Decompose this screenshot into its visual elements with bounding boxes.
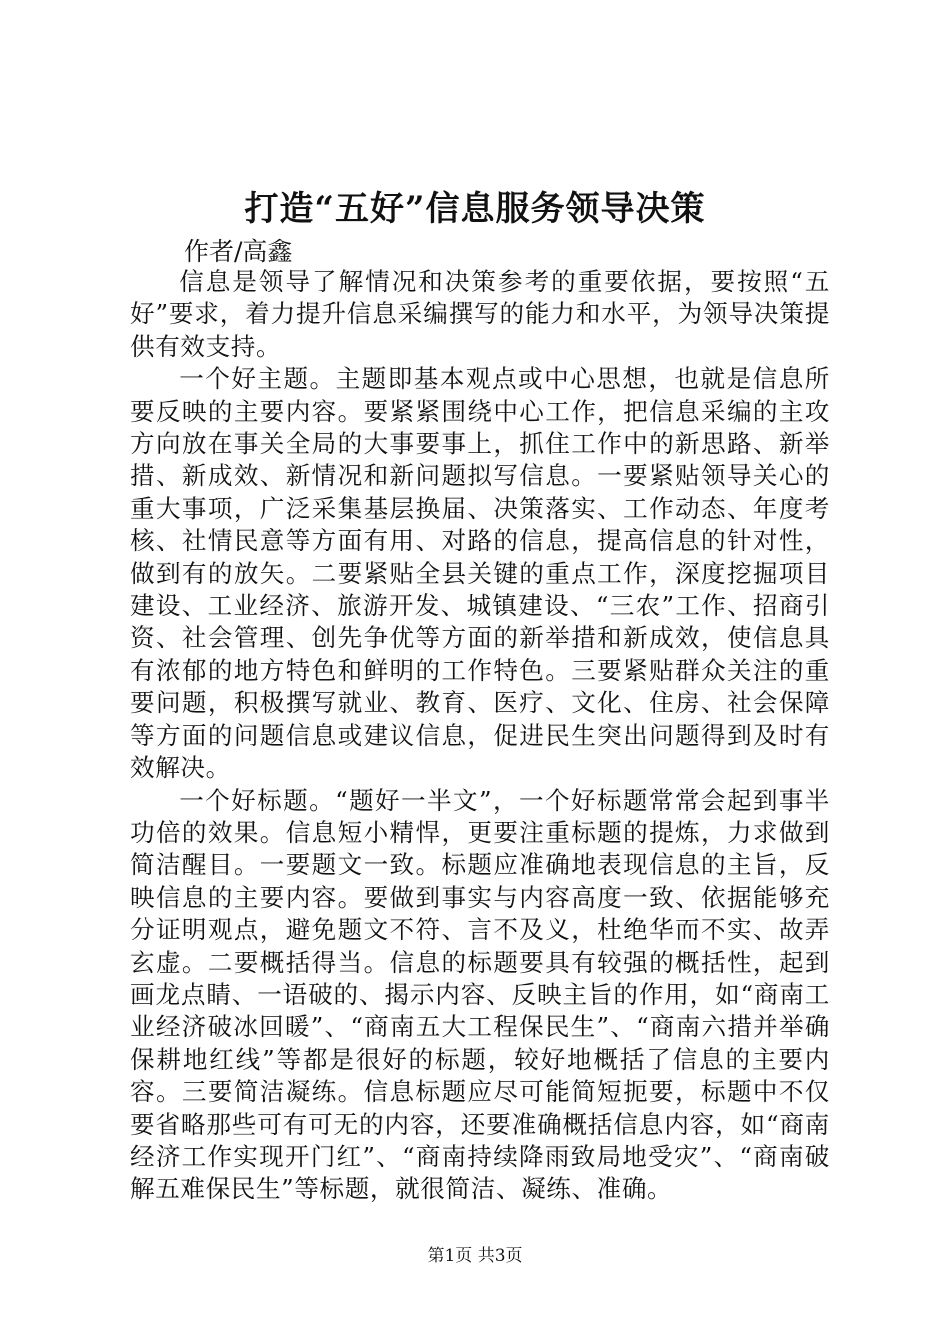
page-footer: 第1页 共3页 xyxy=(427,1246,523,1266)
document-body xyxy=(130,266,830,1206)
paragraph-good-title: 一个好标题。“题好一半文”，一个好标题常常会起到事半功倍的效果。信息短小精悍，更要注重标题的提炼，力求做到简洁醒目。一要题文一致。标题应准确地表现信息的主旨，反映信息的主要内容。要做到事实与内容高度一致、依据能够充分证明观点，避免题文不符、言不及义，杜绝华而不实、故弄玄虚。二要概括得当。信息的标题要具有较强的概括性，起到画龙点睛、一语破的、揭示内容、反映主旨的作用，如“商南工业经济破冰回暖”、“商南五大工程保民生”、“商南六措并举确保耕地红线”等都是很好的标题，较好地概括了信息的主要内容。三要简洁凝练。信息标题应尽可能简短扼要，标题中不仅要省略那些可有可无的内容，还要准确概括信息内容，如“商南经济工作实现开门红”、“商南持续降雨致局地受灾”、“商南破解五难保民生”等标题，就很简洁、凝练、准确。 xyxy=(130,785,830,1204)
document-title: 打造“五好”信息服务领导决策 xyxy=(244,189,706,229)
author-line: 作者/高鑫 xyxy=(184,237,293,266)
paragraph-good-topic: 一个好主题。主题即基本观点或中心思想，也就是信息所要反映的主要内容。要紧紧围绕中心工作，把信息采编的主攻方向放在事关全局的大事要事上，抓住工作中的新思路、新举措、新成效、新情况和新问题拟写信息。一要紧贴领导关心的重大事项，广泛采集基层换届、决策落实、工作动态、年度考核、社情民意等方面有用、对路的信息，提高信息的针对性，做到有的放矢。二要紧贴全县关键的重点工作，深度挖掘项目建设、工业经济、旅游开发、城镇建设、“三农”工作、招商引资、社会管理、创先争优等方面的新举措和新成效，使信息具有浓郁的地方特色和鲜明的工作特色。三要紧贴群众关注的重要问题，积极撰写就业、教育、医疗、文化、住房、社会保障等方面的问题信息或建议信息，促进民生突出问题得到及时有效解决。 xyxy=(130,364,830,783)
paragraph-intro: 信息是领导了解情况和决策参考的重要依据，要按照“五好”要求，着力提升信息采编撰写的能力和水平，为领导决策提供有效支持。 xyxy=(130,267,830,361)
